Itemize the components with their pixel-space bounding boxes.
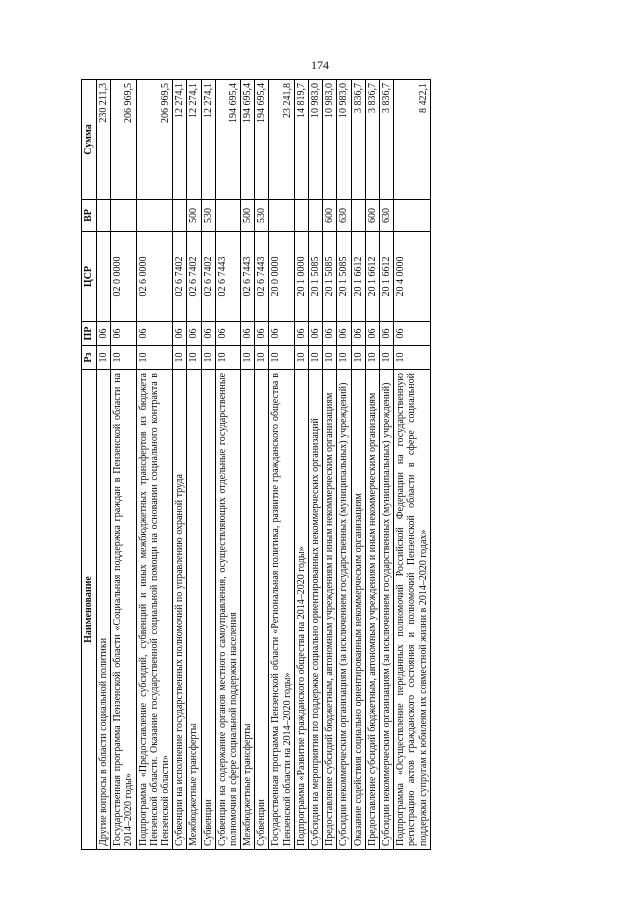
cell-pr: 06 xyxy=(379,322,393,346)
cell-name: Предоставление субсидий бюджетным, автономным учреждениям и иным некоммерческим организациям xyxy=(323,370,337,850)
table-row xyxy=(309,80,323,850)
cell-rz: 10 xyxy=(111,346,136,370)
header-pr: ПР xyxy=(82,322,97,346)
cell-name: Подпрограмма «Предоставление субсидий, субвенций и иных межбюджетных трансфертов из бюджета Пензенской области. Оказание государственной социальной помощи на основании социального контракта в Пензенской области» xyxy=(136,370,173,850)
cell-name: Подпрограмма «Развитие гражданского общества на 2014–2020 годы» xyxy=(294,370,308,850)
cell-name: Межбюджетные трансферты xyxy=(241,370,255,850)
cell-sum: 10 983,0 xyxy=(323,80,337,200)
cell-csr: 20 1 6612 xyxy=(379,232,393,322)
cell-rz: 10 xyxy=(394,346,431,370)
cell-pr: 06 xyxy=(323,322,337,346)
table-row xyxy=(337,80,351,850)
cell-pr: 06 xyxy=(136,322,173,346)
cell-rz: 10 xyxy=(269,346,294,370)
table-row xyxy=(173,80,187,850)
cell-csr: 20 4 0000 xyxy=(394,232,431,322)
header-name: Наименование xyxy=(82,370,97,850)
cell-pr: 06 xyxy=(294,322,308,346)
cell-sum: 10 983,0 xyxy=(309,80,323,200)
cell-pr: 06 xyxy=(309,322,323,346)
cell-csr: 02 6 7402 xyxy=(187,232,201,322)
cell-sum: 3 836,7 xyxy=(351,80,365,200)
cell-csr: 02 6 7443 xyxy=(255,232,269,322)
cell-csr: 20 1 5085 xyxy=(337,232,351,322)
cell-pr: 06 xyxy=(394,322,431,346)
cell-vr xyxy=(215,200,240,232)
cell-sum: 206 969,5 xyxy=(136,80,173,200)
cell-rz: 10 xyxy=(201,346,215,370)
cell-vr xyxy=(309,200,323,232)
cell-rz: 10 xyxy=(379,346,393,370)
cell-sum: 12 274,1 xyxy=(187,80,201,200)
cell-name: Субсидии некоммерческим организациям (за исключением государственных (муниципальных) учреждений) xyxy=(337,370,351,850)
cell-pr: 06 xyxy=(337,322,351,346)
cell-rz: 10 xyxy=(309,346,323,370)
cell-sum: 3 836,7 xyxy=(379,80,393,200)
table-row xyxy=(187,80,201,850)
table-header-row xyxy=(82,80,97,850)
rotated-table-container xyxy=(81,80,569,850)
budget-table-landscape xyxy=(81,80,569,850)
table-row xyxy=(379,80,393,850)
table-row xyxy=(215,80,240,850)
cell-sum: 194 695,4 xyxy=(255,80,269,200)
cell-vr xyxy=(97,200,111,232)
cell-sum: 3 836,7 xyxy=(365,80,379,200)
cell-sum: 23 241,8 xyxy=(269,80,294,200)
cell-vr xyxy=(136,200,173,232)
budget-table xyxy=(81,79,431,850)
table-row xyxy=(365,80,379,850)
table-row xyxy=(323,80,337,850)
cell-pr: 06 xyxy=(365,322,379,346)
cell-pr: 06 xyxy=(351,322,365,346)
cell-vr xyxy=(111,200,136,232)
cell-vr: 600 xyxy=(365,200,379,232)
cell-rz: 10 xyxy=(187,346,201,370)
table-row xyxy=(269,80,294,850)
cell-csr: 02 0 0000 xyxy=(111,232,136,322)
cell-rz: 10 xyxy=(255,346,269,370)
cell-vr: 630 xyxy=(337,200,351,232)
cell-vr xyxy=(351,200,365,232)
cell-sum: 12 274,1 xyxy=(201,80,215,200)
table-row xyxy=(241,80,255,850)
cell-csr: 20 1 5085 xyxy=(309,232,323,322)
cell-name: Межбюджетные трансферты xyxy=(187,370,201,850)
cell-csr: 20 1 6612 xyxy=(365,232,379,322)
cell-rz: 10 xyxy=(365,346,379,370)
cell-name: Субсидии некоммерческим организациям (за исключением государственных (муниципальных) учреждений) xyxy=(379,370,393,850)
cell-vr: 600 xyxy=(323,200,337,232)
cell-csr: 20 0 0000 xyxy=(269,232,294,322)
cell-name: Субвенции на содержание органов местного самоуправления, осуществляющих отдельные государственные полномочия в сфере социальной поддержки населения xyxy=(215,370,240,850)
cell-vr xyxy=(294,200,308,232)
cell-vr xyxy=(173,200,187,232)
table-body xyxy=(97,80,431,850)
cell-pr: 06 xyxy=(269,322,294,346)
cell-pr: 06 xyxy=(173,322,187,346)
table-row xyxy=(294,80,308,850)
cell-pr: 06 xyxy=(201,322,215,346)
header-sum: Сумма xyxy=(82,80,97,200)
cell-name: Субсидии на мероприятия по поддержке социально ориентированных некоммерческих организаций xyxy=(309,370,323,850)
table-row xyxy=(255,80,269,850)
cell-pr: 06 xyxy=(111,322,136,346)
cell-csr: 02 6 7402 xyxy=(201,232,215,322)
table-row xyxy=(201,80,215,850)
table-row xyxy=(351,80,365,850)
cell-rz: 10 xyxy=(241,346,255,370)
cell-sum: 10 983,0 xyxy=(337,80,351,200)
cell-vr: 500 xyxy=(187,200,201,232)
cell-csr: 20 1 6612 xyxy=(351,232,365,322)
cell-name: Субвенции xyxy=(255,370,269,850)
cell-sum: 194 695,4 xyxy=(241,80,255,200)
cell-sum: 194 695,4 xyxy=(215,80,240,200)
cell-rz: 10 xyxy=(351,346,365,370)
table-row xyxy=(136,80,173,850)
cell-rz: 10 xyxy=(294,346,308,370)
cell-name: Государственная программа Пензенской области «Социальная поддержка граждан в Пензенской области на 2014–2020 годы» xyxy=(111,370,136,850)
cell-csr: 02 6 7402 xyxy=(173,232,187,322)
cell-vr: 530 xyxy=(255,200,269,232)
cell-csr: 02 6 0000 xyxy=(136,232,173,322)
cell-csr: 02 6 7443 xyxy=(241,232,255,322)
cell-csr: 02 6 7443 xyxy=(215,232,240,322)
table-row xyxy=(111,80,136,850)
cell-name: Государственная программа Пензенской области «Региональная политика, развитие гражданского общества в Пензенской области на 2014–2020 годы» xyxy=(269,370,294,850)
cell-vr: 630 xyxy=(379,200,393,232)
cell-rz: 10 xyxy=(173,346,187,370)
page-number: 174 xyxy=(311,58,329,72)
table-row xyxy=(97,80,111,850)
cell-name: Предоставление субсидий бюджетным, автономным учреждениям и иным некоммерческим организациям xyxy=(365,370,379,850)
table-row xyxy=(394,80,431,850)
header-csr: ЦСР xyxy=(82,232,97,322)
cell-vr xyxy=(394,200,431,232)
cell-csr: 20 1 5085 xyxy=(323,232,337,322)
cell-name: Другие вопросы в области социальной политики xyxy=(97,370,111,850)
cell-pr: 06 xyxy=(215,322,240,346)
cell-sum: 230 211,3 xyxy=(97,80,111,200)
cell-sum: 12 274,1 xyxy=(173,80,187,200)
cell-vr: 500 xyxy=(241,200,255,232)
cell-pr: 06 xyxy=(97,322,111,346)
cell-name: Субвенции xyxy=(201,370,215,850)
cell-name: Оказание содействия социально ориентированным некоммерческим организациям xyxy=(351,370,365,850)
cell-sum: 8 422,1 xyxy=(394,80,431,200)
cell-csr: 20 1 0000 xyxy=(294,232,308,322)
cell-csr xyxy=(97,232,111,322)
cell-rz: 10 xyxy=(215,346,240,370)
cell-pr: 06 xyxy=(241,322,255,346)
cell-rz: 10 xyxy=(323,346,337,370)
cell-pr: 06 xyxy=(255,322,269,346)
cell-rz: 10 xyxy=(136,346,173,370)
cell-sum: 14 819,7 xyxy=(294,80,308,200)
cell-sum: 206 969,5 xyxy=(111,80,136,200)
cell-vr xyxy=(269,200,294,232)
cell-rz: 10 xyxy=(97,346,111,370)
cell-vr: 530 xyxy=(201,200,215,232)
cell-name: Субвенции на исполнение государственных полномочий по управлению охраной труда xyxy=(173,370,187,850)
header-vr: ВР xyxy=(82,200,97,232)
cell-pr: 06 xyxy=(187,322,201,346)
cell-name: Подпрограмма «Осуществление переданных полномочий Российской Федерации на государственную регистрацию актов гражданского состояния и полномочий Пензенской области в сфере социальной поддержки супругам к юбилеям их совместной жизни в 2014–2020 годах» xyxy=(394,370,431,850)
header-rz: Рз xyxy=(82,346,97,370)
cell-rz: 10 xyxy=(337,346,351,370)
